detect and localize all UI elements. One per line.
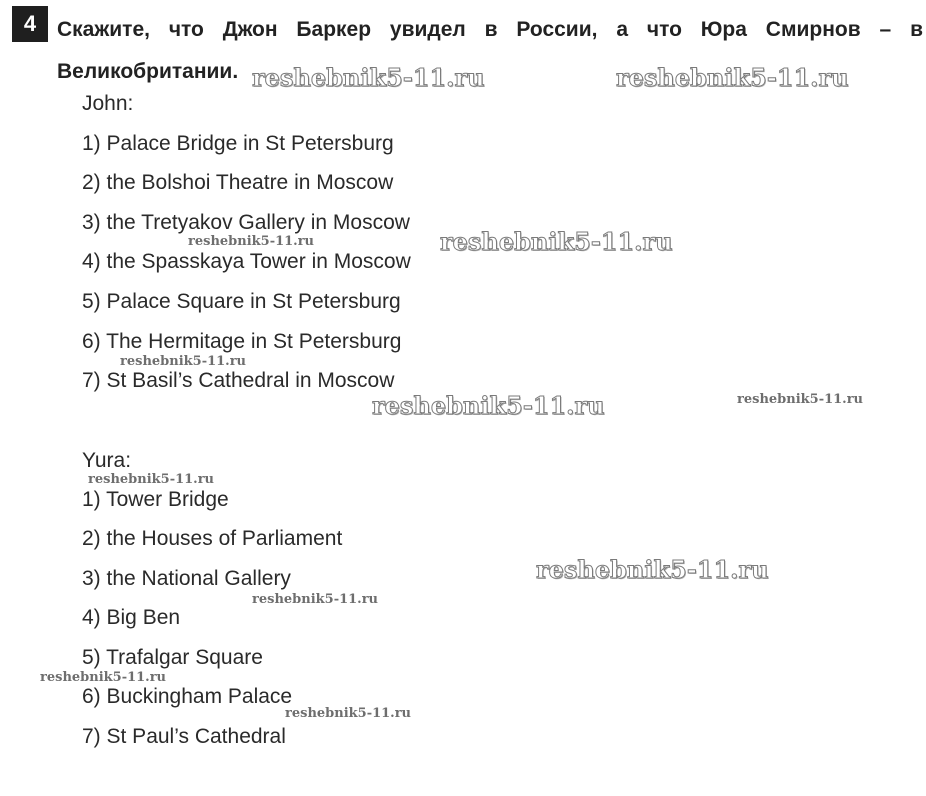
watermark: reshebnik5-11.ru: [40, 670, 167, 685]
john-item-2: 2) the Bolshoi Theatre in Moscow: [82, 171, 394, 194]
watermark: reshebnik5-11.ru: [88, 472, 215, 487]
john-item-3: 3) the Tretyakov Gallery in Moscow: [82, 211, 410, 234]
watermark: reshebnik5-11.ru: [188, 234, 315, 249]
yura-item-7: 7) St Paul’s Cathedral: [82, 725, 286, 748]
watermark: reshebnik5-11.ru: [252, 63, 485, 92]
yura-item-2: 2) the Houses of Parliament: [82, 527, 343, 550]
watermark: reshebnik5-11.ru: [616, 63, 849, 92]
john-label: John:: [82, 92, 134, 115]
task-instruction-line-1: Скажите, что Джон Баркер увидел в России, а что Юра Смирнов – в: [57, 18, 923, 41]
john-item-5: 5) Palace Square in St Petersburg: [82, 290, 401, 313]
yura-item-5: 5) Trafalgar Square: [82, 646, 263, 669]
yura-item-3: 3) the National Gallery: [82, 567, 291, 590]
yura-item-4: 4) Big Ben: [82, 606, 181, 629]
yura-item-6: 6) Buckingham Palace: [82, 685, 293, 708]
john-item-7: 7) St Basil’s Cathedral in Moscow: [82, 369, 395, 392]
watermark: reshebnik5-11.ru: [285, 706, 412, 721]
watermark: reshebnik5-11.ru: [372, 391, 605, 420]
john-item-6: 6) The Hermitage in St Petersburg: [82, 330, 402, 353]
yura-label: Yura:: [82, 449, 132, 472]
watermark: reshebnik5-11.ru: [536, 555, 769, 584]
yura-item-1: 1) Tower Bridge: [82, 488, 229, 511]
watermark: reshebnik5-11.ru: [120, 354, 247, 369]
watermark: reshebnik5-11.ru: [252, 592, 379, 607]
task-number-badge: 4: [12, 6, 48, 42]
task-instruction-line-2: Великобритании.: [57, 60, 239, 83]
john-item-1: 1) Palace Bridge in St Petersburg: [82, 132, 394, 155]
watermark: reshebnik5-11.ru: [440, 227, 673, 256]
john-item-4: 4) the Spasskaya Tower in Moscow: [82, 250, 411, 273]
watermark: reshebnik5-11.ru: [737, 392, 864, 407]
